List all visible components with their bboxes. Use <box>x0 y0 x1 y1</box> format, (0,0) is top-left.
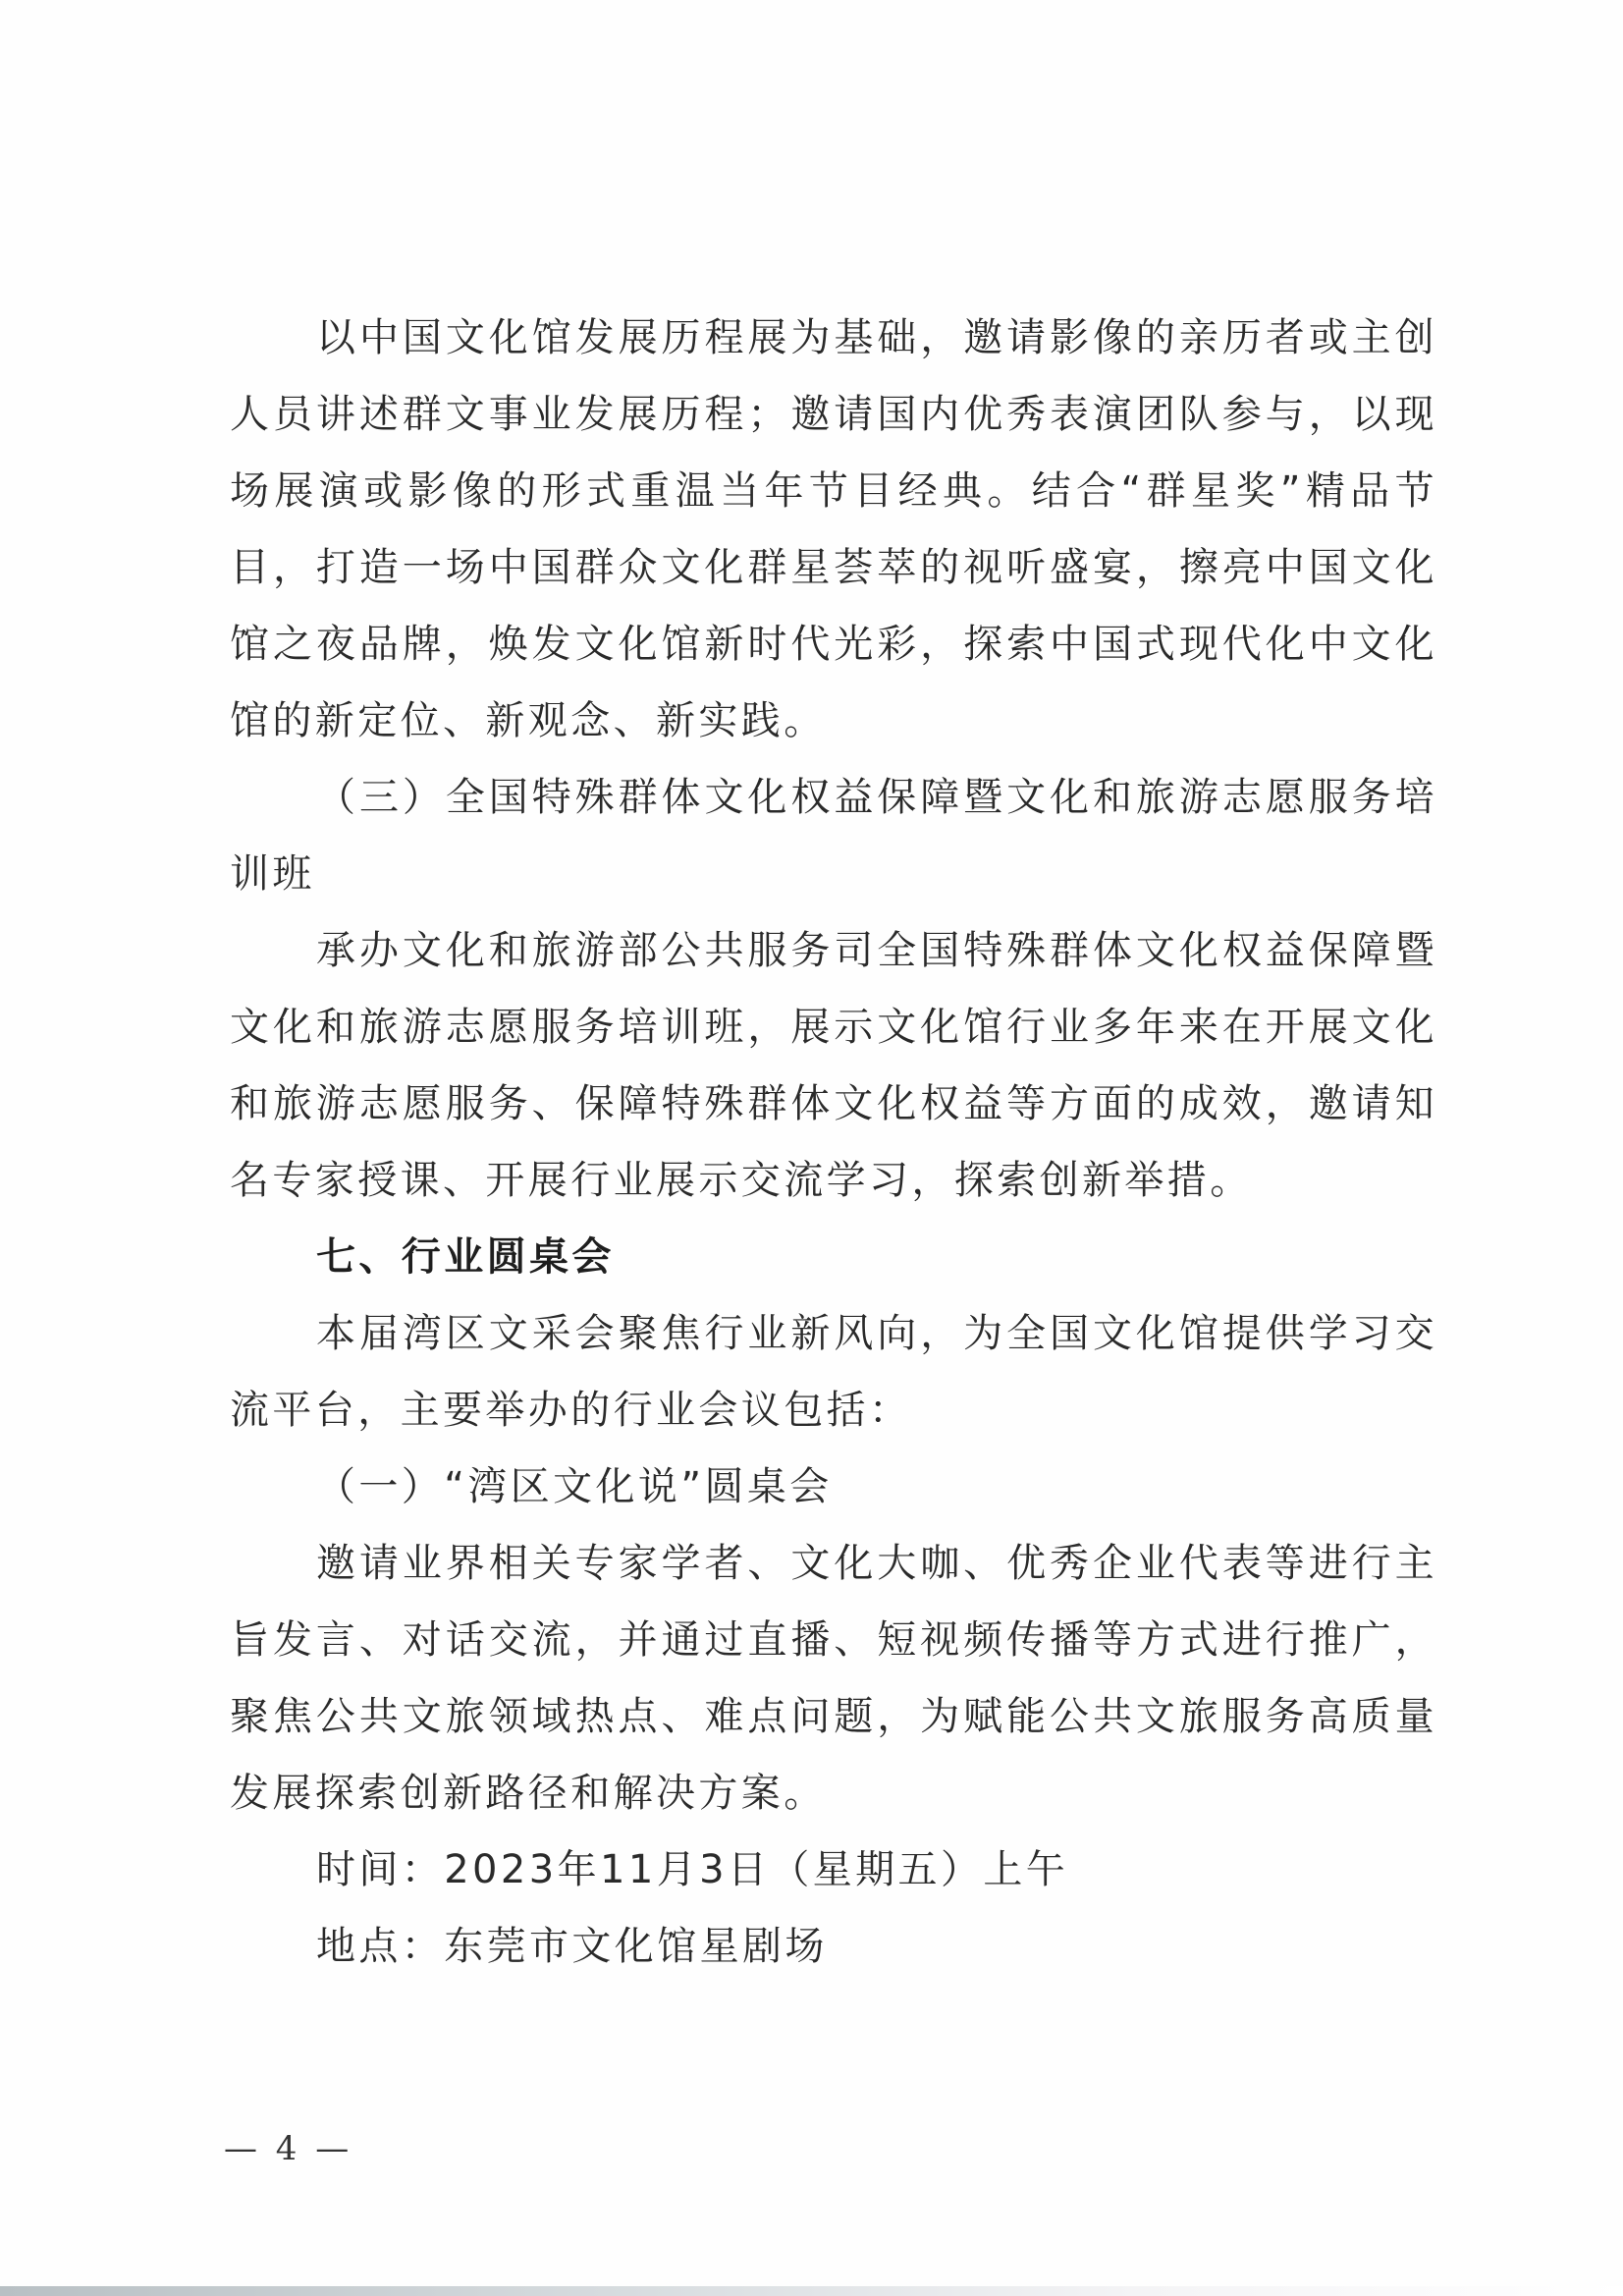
paragraph-training-class: 承办文化和旅游部公共服务司全国特殊群体文化权益保障暨文化和旅游志愿服务培训班，展示文化馆行业多年来在开展文化和旅游志愿服务、保障特殊群体文化权益等方面的成效，邀请知名专家授课、开展行业展示交流学习，探索创新举措。 <box>230 928 1437 1203</box>
event-time: 时间：2023年11月3日（星期五）上午 <box>316 1847 1069 1892</box>
paragraph-roundtable-intro: 本届湾区文采会聚焦行业新风向，为全国文化馆提供学习交流平台，主要举办的行业会议包括： <box>230 1311 1437 1433</box>
event-location: 地点：东莞市文化馆星剧场 <box>316 1924 828 1969</box>
scan-edge-shadow <box>0 2286 1623 2296</box>
subheading-training-class: （三）全国特殊群体文化权益保障暨文化和旅游志愿服务培训班 <box>230 775 1437 897</box>
subheading-bay-area-culture-talk: （一）“湾区文化说”圆桌会 <box>316 1464 833 1509</box>
page-number: — 4 — <box>224 2129 353 2168</box>
paragraph-bay-area-culture-talk: 邀请业界相关专家学者、文化大咖、优秀企业代表等进行主旨发言、对话交流，并通过直播、短视频传播等方式进行推广，聚焦公共文旅领域热点、难点问题，为赋能公共文旅服务高质量发展探索创新路径和解决方案。 <box>230 1541 1437 1816</box>
section-heading-roundtable: 七、行业圆桌会 <box>316 1234 615 1280</box>
document-body <box>230 300 1437 1985</box>
paragraph-cultural-center-history: 以中国文化馆发展历程展为基础，邀请影像的亲历者或主创人员讲述群文事业发展历程；邀请国内优秀表演团队参与，以现场展演或影像的形式重温当年节目经典。结合“群星奖”精品节目，打造一场中国群众文化群星荟萃的视听盛宴，擦亮中国文化馆之夜品牌，焕发文化馆新时代光彩，探索中国式现代化中文化馆的新定位、新观念、新实践。 <box>230 315 1437 743</box>
